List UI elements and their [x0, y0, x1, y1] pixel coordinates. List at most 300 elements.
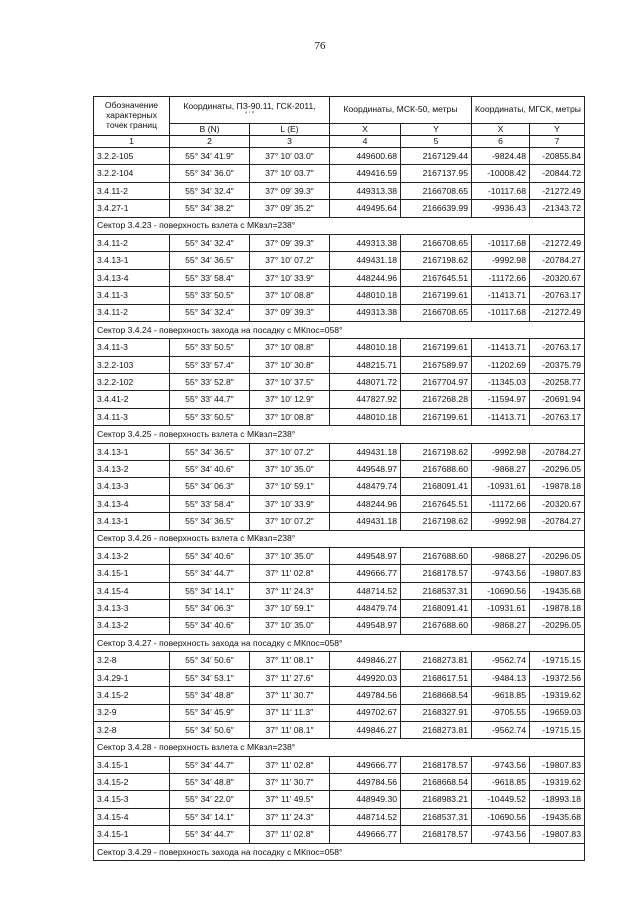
longitude-cell: 37° 11′ 30.7″ [250, 687, 330, 704]
mgsk-y-cell: -19715.15 [530, 721, 585, 738]
longitude-cell: 37° 10′ 35.0″ [250, 547, 330, 564]
msk-x-cell: 449666.77 [330, 756, 401, 773]
mgsk-y-cell: -20691.94 [530, 391, 585, 408]
point-id-cell: 3.4.15-4 [94, 582, 170, 599]
header-b: B (N) [170, 124, 250, 136]
point-id-cell: 3.4.13-2 [94, 547, 170, 564]
mgsk-x-cell: -10117.68 [472, 234, 530, 251]
sector-title: Сектор 3.4.29 - поверхность захода на посадку с МКпос=058° [94, 843, 585, 860]
msk-x-cell: 449313.38 [330, 182, 401, 199]
latitude-cell: 55° 33′ 52.8″ [170, 374, 250, 391]
point-id-cell: 3.2-9 [94, 704, 170, 721]
table-row [94, 791, 585, 808]
longitude-cell: 37° 09′ 39.3″ [250, 304, 330, 321]
mgsk-y-cell: -21272.49 [530, 182, 585, 199]
msk-x-cell: 449548.97 [330, 547, 401, 564]
mgsk-y-cell: -21272.49 [530, 234, 585, 251]
msk-y-cell: 2166708.65 [401, 304, 472, 321]
mgsk-y-cell: -19372.56 [530, 669, 585, 686]
point-id-cell: 3.4.27-1 [94, 200, 170, 217]
point-id-cell: 3.2.2-104 [94, 165, 170, 182]
mgsk-y-cell: -20784.27 [530, 443, 585, 460]
mgsk-y-cell: -19435.68 [530, 582, 585, 599]
latitude-cell: 55° 34′ 50.6″ [170, 652, 250, 669]
msk-x-cell: 449431.18 [330, 443, 401, 460]
table-row [94, 391, 585, 408]
mgsk-x-cell: -9562.74 [472, 652, 530, 669]
table-row [94, 408, 585, 425]
table-row [94, 234, 585, 251]
longitude-cell: 37° 11′ 11.3″ [250, 704, 330, 721]
longitude-cell: 37° 10′ 37.5″ [250, 374, 330, 391]
mgsk-y-cell: -19715.15 [530, 652, 585, 669]
point-id-cell: 3.2-8 [94, 721, 170, 738]
msk-x-cell: 448479.74 [330, 478, 401, 495]
latitude-cell: 55° 34′ 48.8″ [170, 774, 250, 791]
msk-x-cell: 448244.96 [330, 495, 401, 512]
msk-y-cell: 2167199.61 [401, 339, 472, 356]
msk-x-cell: 449548.97 [330, 617, 401, 634]
longitude-cell: 37° 10′ 07.2″ [250, 443, 330, 460]
sector-title: Сектор 3.4.26 - поверхность взлета с МКвзл=238° [94, 530, 585, 547]
mgsk-x-cell: -11413.71 [472, 339, 530, 356]
latitude-cell: 55° 34′ 32.4″ [170, 234, 250, 251]
sector-title: Сектор 3.4.23 - поверхность взлета с МКвзл=238° [94, 217, 585, 234]
point-id-cell: 3.4.13-1 [94, 443, 170, 460]
mgsk-x-cell: -9936.43 [472, 200, 530, 217]
table-row [94, 165, 585, 182]
table-row [94, 617, 585, 634]
table-row [94, 774, 585, 791]
msk-x-cell: 448949.30 [330, 791, 401, 808]
point-id-cell: 3.4.11-2 [94, 304, 170, 321]
table-row [94, 478, 585, 495]
header-mgsk-coordinates: Координаты, МГСК, метры [472, 97, 585, 124]
latitude-cell: 55° 34′ 44.7″ [170, 826, 250, 843]
table-row [94, 669, 585, 686]
mgsk-x-cell: -10931.61 [472, 600, 530, 617]
latitude-cell: 55° 34′ 44.7″ [170, 756, 250, 773]
longitude-cell: 37° 10′ 08.8″ [250, 339, 330, 356]
msk-y-cell: 2168178.57 [401, 756, 472, 773]
mgsk-x-cell: -10690.56 [472, 582, 530, 599]
longitude-cell: 37° 11′ 24.3″ [250, 808, 330, 825]
mgsk-y-cell: -20320.67 [530, 269, 585, 286]
latitude-cell: 55° 34′ 06.3″ [170, 600, 250, 617]
msk-x-cell: 448010.18 [330, 287, 401, 304]
mgsk-y-cell: -20784.27 [530, 513, 585, 530]
mgsk-x-cell: -9824.48 [472, 148, 530, 165]
mgsk-x-cell: -9868.27 [472, 461, 530, 478]
sector-row [94, 321, 585, 338]
point-id-cell: 3.4.41-2 [94, 391, 170, 408]
msk-y-cell: 2168273.81 [401, 652, 472, 669]
mgsk-y-cell: -19319.62 [530, 687, 585, 704]
mgsk-y-cell: -19807.83 [530, 826, 585, 843]
mgsk-x-cell: -10008.42 [472, 165, 530, 182]
msk-x-cell: 449920.03 [330, 669, 401, 686]
mgsk-x-cell: -9992.98 [472, 513, 530, 530]
mgsk-y-cell: -19319.62 [530, 774, 585, 791]
mgsk-y-cell: -20844.72 [530, 165, 585, 182]
mgsk-y-cell: -20784.27 [530, 252, 585, 269]
msk-y-cell: 2168983.21 [401, 791, 472, 808]
mgsk-x-cell: -11594.97 [472, 391, 530, 408]
msk-y-cell: 2167645.51 [401, 269, 472, 286]
mgsk-x-cell: -9618.85 [472, 687, 530, 704]
longitude-cell: 37° 10′ 07.2″ [250, 513, 330, 530]
msk-x-cell: 447827.92 [330, 391, 401, 408]
msk-x-cell: 448714.52 [330, 582, 401, 599]
longitude-cell: 37° 10′ 07.2″ [250, 252, 330, 269]
longitude-cell: 37° 11′ 02.8″ [250, 756, 330, 773]
table-row [94, 687, 585, 704]
mgsk-x-cell: -11202.69 [472, 356, 530, 373]
column-number: 6 [472, 136, 530, 148]
table-row [94, 652, 585, 669]
table-row [94, 826, 585, 843]
point-id-cell: 3.4.13-2 [94, 461, 170, 478]
mgsk-x-cell: -10931.61 [472, 478, 530, 495]
header-l: L (E) [250, 124, 330, 136]
latitude-cell: 55° 34′ 41.9″ [170, 148, 250, 165]
point-id-cell: 3.4.13-3 [94, 600, 170, 617]
msk-y-cell: 2168537.31 [401, 582, 472, 599]
longitude-cell: 37° 10′ 08.8″ [250, 408, 330, 425]
msk-y-cell: 2167688.60 [401, 547, 472, 564]
latitude-cell: 55° 34′ 06.3″ [170, 478, 250, 495]
table-row [94, 443, 585, 460]
msk-y-cell: 2168178.57 [401, 826, 472, 843]
msk-y-cell: 2167704.97 [401, 374, 472, 391]
table-row [94, 582, 585, 599]
mgsk-x-cell: -9868.27 [472, 617, 530, 634]
table-row [94, 356, 585, 373]
longitude-cell: 37° 11′ 02.8″ [250, 826, 330, 843]
column-number: 2 [170, 136, 250, 148]
msk-x-cell: 449495.64 [330, 200, 401, 217]
sector-title: Сектор 3.4.24 - поверхность захода на посадку с МКпос=058° [94, 321, 585, 338]
mgsk-x-cell: -9868.27 [472, 547, 530, 564]
msk-x-cell: 449548.97 [330, 461, 401, 478]
mgsk-y-cell: -19878.18 [530, 478, 585, 495]
longitude-cell: 37° 10′ 59.1″ [250, 600, 330, 617]
header-mgsk-x: X [472, 124, 530, 136]
msk-y-cell: 2167589.97 [401, 356, 472, 373]
longitude-cell: 37° 10′ 30.8″ [250, 356, 330, 373]
msk-x-cell: 448010.18 [330, 339, 401, 356]
latitude-cell: 55° 33′ 57.4″ [170, 356, 250, 373]
longitude-cell: 37° 09′ 39.3″ [250, 182, 330, 199]
latitude-cell: 55° 33′ 44.7″ [170, 391, 250, 408]
msk-y-cell: 2167688.60 [401, 617, 472, 634]
msk-x-cell: 448071.72 [330, 374, 401, 391]
longitude-cell: 37° 11′ 30.7″ [250, 774, 330, 791]
header-msk-y: Y [401, 124, 472, 136]
msk-y-cell: 2168537.31 [401, 808, 472, 825]
table-row [94, 704, 585, 721]
mgsk-y-cell: -20763.17 [530, 287, 585, 304]
mgsk-x-cell: -9743.56 [472, 565, 530, 582]
table-row [94, 565, 585, 582]
latitude-cell: 55° 34′ 40.6″ [170, 461, 250, 478]
point-id-cell: 3.4.13-1 [94, 513, 170, 530]
msk-y-cell: 2168091.41 [401, 600, 472, 617]
mgsk-x-cell: -10690.56 [472, 808, 530, 825]
sector-row [94, 426, 585, 443]
latitude-cell: 55° 34′ 45.9″ [170, 704, 250, 721]
table-row [94, 252, 585, 269]
mgsk-y-cell: -20320.67 [530, 495, 585, 512]
mgsk-y-cell: -20296.05 [530, 461, 585, 478]
msk-x-cell: 449431.18 [330, 513, 401, 530]
sector-title: Сектор 3.4.25 - поверхность взлета с МКвзл=238° [94, 426, 585, 443]
point-id-cell: 3.4.13-2 [94, 617, 170, 634]
msk-x-cell: 448215.71 [330, 356, 401, 373]
table-row [94, 304, 585, 321]
header-mgsk-y: Y [530, 124, 585, 136]
table-row [94, 808, 585, 825]
mgsk-x-cell: -10117.68 [472, 304, 530, 321]
longitude-cell: 37° 09′ 39.3″ [250, 234, 330, 251]
msk-y-cell: 2168668.54 [401, 687, 472, 704]
latitude-cell: 55° 33′ 50.5″ [170, 408, 250, 425]
latitude-cell: 55° 34′ 48.8″ [170, 687, 250, 704]
sector-row [94, 843, 585, 860]
mgsk-x-cell: -9705.55 [472, 704, 530, 721]
point-id-cell: 3.4.15-2 [94, 774, 170, 791]
msk-y-cell: 2167268.28 [401, 391, 472, 408]
msk-x-cell: 449431.18 [330, 252, 401, 269]
point-id-cell: 3.4.11-2 [94, 234, 170, 251]
latitude-cell: 55° 33′ 50.5″ [170, 287, 250, 304]
msk-y-cell: 2167198.62 [401, 513, 472, 530]
sector-row [94, 634, 585, 651]
msk-y-cell: 2167129.44 [401, 148, 472, 165]
mgsk-y-cell: -20855.84 [530, 148, 585, 165]
sector-row [94, 217, 585, 234]
longitude-cell: 37° 10′ 35.0″ [250, 461, 330, 478]
latitude-cell: 55° 34′ 32.4″ [170, 304, 250, 321]
point-id-cell: 3.4.13-4 [94, 495, 170, 512]
mgsk-x-cell: -11172.66 [472, 495, 530, 512]
longitude-cell: 37° 10′ 59.1″ [250, 478, 330, 495]
table-row [94, 461, 585, 478]
msk-x-cell: 449313.38 [330, 234, 401, 251]
longitude-cell: 37° 10′ 33.9″ [250, 269, 330, 286]
latitude-cell: 55° 34′ 14.1″ [170, 808, 250, 825]
mgsk-y-cell: -18993.18 [530, 791, 585, 808]
longitude-cell: 37° 11′ 08.1″ [250, 721, 330, 738]
table-row [94, 547, 585, 564]
column-number: 3 [250, 136, 330, 148]
page-number: 76 [314, 40, 326, 52]
point-id-cell: 3.4.15-4 [94, 808, 170, 825]
mgsk-y-cell: -20296.05 [530, 547, 585, 564]
msk-x-cell: 449702.67 [330, 704, 401, 721]
column-number: 5 [401, 136, 472, 148]
point-id-cell: 3.2.2-102 [94, 374, 170, 391]
msk-y-cell: 2167199.61 [401, 287, 472, 304]
msk-x-cell: 449846.27 [330, 721, 401, 738]
point-id-cell: 3.2.2-105 [94, 148, 170, 165]
mgsk-y-cell: -21343.72 [530, 200, 585, 217]
table-row [94, 756, 585, 773]
mgsk-y-cell: -20763.17 [530, 408, 585, 425]
msk-y-cell: 2168178.57 [401, 565, 472, 582]
point-id-cell: 3.4.11-2 [94, 182, 170, 199]
longitude-cell: 37° 11′ 49.5″ [250, 791, 330, 808]
msk-y-cell: 2167645.51 [401, 495, 472, 512]
table-row [94, 339, 585, 356]
point-id-cell: 3.4.29-1 [94, 669, 170, 686]
column-number: 4 [330, 136, 401, 148]
latitude-cell: 55° 34′ 36.0″ [170, 165, 250, 182]
latitude-cell: 55° 33′ 58.4″ [170, 495, 250, 512]
longitude-cell: 37° 11′ 02.8″ [250, 565, 330, 582]
table-row [94, 374, 585, 391]
longitude-cell: 37° 11′ 27.6″ [250, 669, 330, 686]
msk-x-cell: 449784.56 [330, 774, 401, 791]
sector-title: Сектор 3.4.28 - поверхность взлета с МКвзл=238° [94, 739, 585, 756]
table-row [94, 721, 585, 738]
msk-y-cell: 2168091.41 [401, 478, 472, 495]
mgsk-x-cell: -9743.56 [472, 826, 530, 843]
mgsk-x-cell: -11413.71 [472, 287, 530, 304]
msk-y-cell: 2166708.65 [401, 234, 472, 251]
header-column-numbers [94, 136, 585, 148]
header-msk-coordinates: Координаты, МСК-50, метры [330, 97, 472, 124]
longitude-cell: 37° 10′ 08.8″ [250, 287, 330, 304]
mgsk-y-cell: -20763.17 [530, 339, 585, 356]
table-row [94, 495, 585, 512]
latitude-cell: 55° 34′ 40.6″ [170, 617, 250, 634]
mgsk-y-cell: -20375.79 [530, 356, 585, 373]
point-id-cell: 3.4.11-3 [94, 339, 170, 356]
mgsk-y-cell: -19435.68 [530, 808, 585, 825]
latitude-cell: 55° 34′ 32.4″ [170, 182, 250, 199]
mgsk-x-cell: -11345.03 [472, 374, 530, 391]
msk-y-cell: 2167688.60 [401, 461, 472, 478]
mgsk-y-cell: -20258.77 [530, 374, 585, 391]
msk-y-cell: 2168327.91 [401, 704, 472, 721]
latitude-cell: 55° 34′ 36.5″ [170, 252, 250, 269]
latitude-cell: 55° 34′ 36.5″ [170, 513, 250, 530]
table-row [94, 200, 585, 217]
mgsk-y-cell: -19659.03 [530, 704, 585, 721]
msk-x-cell: 448010.18 [330, 408, 401, 425]
header-geo-label: Координаты, ПЗ-90.11, ГСК-2011, [183, 101, 316, 112]
longitude-cell: 37° 11′ 08.1″ [250, 652, 330, 669]
longitude-cell: 37° 09′ 35.2″ [250, 200, 330, 217]
mgsk-x-cell: -11172.66 [472, 269, 530, 286]
point-id-cell: 3.4.13-3 [94, 478, 170, 495]
latitude-cell: 55° 34′ 38.2″ [170, 200, 250, 217]
mgsk-x-cell: -9743.56 [472, 756, 530, 773]
mgsk-y-cell: -19807.83 [530, 565, 585, 582]
msk-x-cell: 449666.77 [330, 565, 401, 582]
sector-row [94, 530, 585, 547]
latitude-cell: 55° 34′ 50.6″ [170, 721, 250, 738]
header-msk-x: X [330, 124, 401, 136]
mgsk-x-cell: -9484.13 [472, 669, 530, 686]
msk-x-cell: 449313.38 [330, 304, 401, 321]
longitude-cell: 37° 10′ 33.9″ [250, 495, 330, 512]
mgsk-y-cell: -19878.18 [530, 600, 585, 617]
msk-y-cell: 2168273.81 [401, 721, 472, 738]
msk-y-cell: 2166639.99 [401, 200, 472, 217]
latitude-cell: 55° 34′ 44.7″ [170, 565, 250, 582]
point-id-cell: 3.2-8 [94, 652, 170, 669]
header-geo-coordinates [170, 97, 330, 124]
point-id-cell: 3.4.15-3 [94, 791, 170, 808]
point-id-cell: 3.4.15-1 [94, 756, 170, 773]
sector-row [94, 739, 585, 756]
point-id-cell: 3.4.15-1 [94, 826, 170, 843]
longitude-cell: 37° 10′ 12.9″ [250, 391, 330, 408]
mgsk-y-cell: -21272.49 [530, 304, 585, 321]
msk-y-cell: 2167198.62 [401, 252, 472, 269]
mgsk-x-cell: -10449.52 [472, 791, 530, 808]
latitude-cell: 55° 33′ 58.4″ [170, 269, 250, 286]
msk-x-cell: 449600.68 [330, 148, 401, 165]
mgsk-x-cell: -9618.85 [472, 774, 530, 791]
mgsk-x-cell: -10117.68 [472, 182, 530, 199]
header-point-label: Обозначение характерных точек границ [94, 97, 170, 136]
latitude-cell: 55° 33′ 50.5″ [170, 339, 250, 356]
point-id-cell: 3.4.15-2 [94, 687, 170, 704]
msk-x-cell: 448244.96 [330, 269, 401, 286]
table-row [94, 287, 585, 304]
point-id-cell: 3.4.13-1 [94, 252, 170, 269]
point-id-cell: 3.4.11-3 [94, 287, 170, 304]
msk-x-cell: 449416.59 [330, 165, 401, 182]
msk-x-cell: 448714.52 [330, 808, 401, 825]
point-id-cell: 3.4.13-4 [94, 269, 170, 286]
table-row [94, 148, 585, 165]
msk-x-cell: 448479.74 [330, 600, 401, 617]
table-row [94, 513, 585, 530]
mgsk-x-cell: -9562.74 [472, 721, 530, 738]
point-id-cell: 3.2.2-103 [94, 356, 170, 373]
latitude-cell: 55° 34′ 14.1″ [170, 582, 250, 599]
longitude-cell: 37° 10′ 03.0″ [250, 148, 330, 165]
mgsk-y-cell: -19807.83 [530, 756, 585, 773]
msk-y-cell: 2168668.54 [401, 774, 472, 791]
table-row [94, 182, 585, 199]
point-id-cell: 3.4.15-1 [94, 565, 170, 582]
latitude-cell: 55° 34′ 40.6″ [170, 547, 250, 564]
table-row [94, 600, 585, 617]
table-row [94, 269, 585, 286]
mgsk-x-cell: -9992.98 [472, 443, 530, 460]
header-geo-units: ° ′ ″ [245, 111, 254, 118]
longitude-cell: 37° 11′ 24.3″ [250, 582, 330, 599]
sector-title: Сектор 3.4.27 - поверхность захода на посадку с МКпос=058° [94, 634, 585, 651]
msk-y-cell: 2167198.62 [401, 443, 472, 460]
coordinates-table [93, 96, 585, 861]
latitude-cell: 55° 34′ 22.0″ [170, 791, 250, 808]
longitude-cell: 37° 10′ 35.0″ [250, 617, 330, 634]
msk-y-cell: 2166708.65 [401, 182, 472, 199]
mgsk-x-cell: -9992.98 [472, 252, 530, 269]
mgsk-x-cell: -11413.71 [472, 408, 530, 425]
msk-y-cell: 2168617.51 [401, 669, 472, 686]
latitude-cell: 55° 34′ 53.1″ [170, 669, 250, 686]
msk-y-cell: 2167199.61 [401, 408, 472, 425]
msk-x-cell: 449846.27 [330, 652, 401, 669]
header-row [94, 97, 585, 124]
